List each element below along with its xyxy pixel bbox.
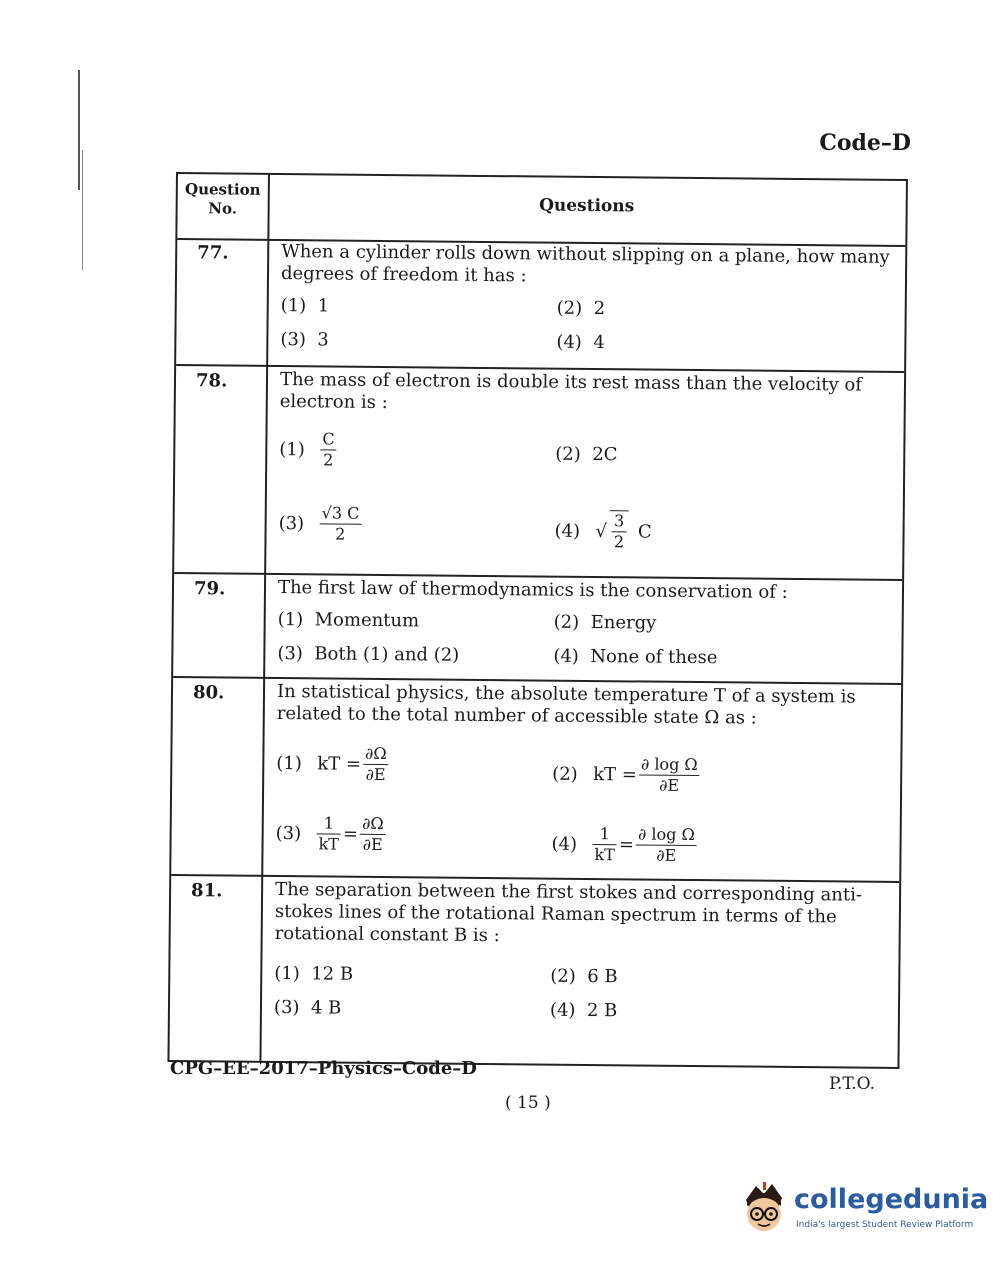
- header-question-label: Question: [185, 180, 261, 199]
- option-2[interactable]: [555, 444, 617, 466]
- header-no-label: No.: [208, 199, 238, 218]
- numerator: C: [320, 429, 336, 450]
- paper-code-label: Code–D: [819, 130, 911, 156]
- questions-header: Questions: [539, 195, 635, 217]
- option-label: (4): [554, 520, 581, 542]
- denominator: kT: [594, 845, 615, 865]
- option-4[interactable]: [550, 1000, 618, 1022]
- question-number: 80.: [192, 682, 225, 704]
- question-table: [167, 172, 908, 1069]
- numerator: ∂ log Ω: [636, 824, 697, 846]
- option-label: (2): [550, 965, 576, 987]
- option-3[interactable]: [280, 329, 329, 350]
- fraction: [612, 511, 627, 552]
- sqrt-sign-icon: √: [595, 520, 608, 542]
- equals-sign: =: [618, 834, 635, 856]
- numerator: 1: [317, 813, 342, 834]
- option-label: (3): [275, 822, 302, 845]
- denominator: kT: [318, 834, 339, 854]
- option-1[interactable]: [274, 963, 353, 985]
- footer-paper-code: CPG–EE–2017–Physics–Code–D: [170, 1058, 477, 1079]
- question-row: [173, 574, 902, 683]
- fraction: [319, 503, 361, 544]
- option-1[interactable]: [279, 429, 337, 471]
- page-number: ( 15 ): [505, 1093, 551, 1113]
- option-value: 4: [593, 332, 605, 354]
- question-text: When a cylinder rolls down without slipping on a plane, how many degrees of freedom it has :: [280, 241, 890, 287]
- fraction: [639, 754, 700, 796]
- option-2[interactable]: [550, 966, 618, 988]
- option-label: (2): [553, 611, 580, 633]
- option-4[interactable]: [556, 332, 605, 353]
- denominator: ∂E: [362, 834, 383, 855]
- binding-edge-mark: [78, 70, 80, 190]
- option-value: 6 B: [587, 965, 618, 988]
- denominator: 2: [335, 524, 346, 544]
- numerator: ∂Ω: [360, 814, 386, 835]
- option-label: (4): [549, 999, 576, 1021]
- sqrt-content: [610, 510, 629, 552]
- fraction: [592, 824, 617, 865]
- footer-pto: P.T.O.: [829, 1074, 875, 1094]
- option-label: (4): [551, 833, 578, 855]
- option-2[interactable]: [554, 612, 657, 634]
- fraction: [316, 813, 341, 854]
- option-label: (1): [274, 962, 300, 985]
- fraction: [636, 824, 697, 866]
- numerator: √3 C: [320, 503, 362, 524]
- question-no-header: [178, 180, 268, 219]
- binding-edge-mark: [82, 150, 83, 270]
- equation-lhs: kT =: [593, 764, 638, 786]
- option-label: (1): [280, 295, 307, 317]
- option-2[interactable]: [552, 754, 700, 796]
- option-label: (3): [278, 513, 305, 535]
- option-label: (4): [556, 331, 582, 353]
- option-value: Both (1) and (2): [314, 643, 460, 666]
- option-2[interactable]: [557, 298, 606, 319]
- option-value: 12 B: [311, 963, 354, 985]
- option-1[interactable]: [276, 743, 389, 785]
- denominator: ∂E: [365, 764, 386, 785]
- option-label: (2): [555, 443, 581, 465]
- option-value: 2: [593, 298, 606, 320]
- option-label: (4): [553, 645, 579, 667]
- option-label: (3): [277, 642, 303, 665]
- option-3[interactable]: [274, 997, 342, 1019]
- option-4[interactable]: [554, 510, 652, 553]
- fraction: [320, 429, 337, 470]
- option-label: (2): [556, 297, 583, 319]
- numerator: ∂ log Ω: [639, 754, 700, 776]
- option-label: (1): [276, 752, 302, 775]
- denominator: ∂E: [659, 775, 680, 795]
- option-label: (1): [277, 608, 304, 631]
- option-4[interactable]: [551, 824, 697, 866]
- denominator: 2: [323, 450, 334, 470]
- option-value: 1: [317, 295, 330, 317]
- equals-sign: =: [342, 823, 359, 845]
- option-label: (3): [273, 996, 300, 1019]
- equation-lhs: kT =: [317, 753, 362, 775]
- logo-wordmark: collegedunia: [794, 1184, 989, 1215]
- question-row: [174, 366, 904, 579]
- option-value: 4 B: [310, 997, 342, 1019]
- option-label: (1): [279, 439, 305, 461]
- option-suffix: C: [637, 520, 652, 543]
- question-text: The separation between the first stokes and corresponding anti-stokes lines of the rotational Raman spectrum in terms of the rotational constant B is :: [274, 878, 863, 947]
- option-1[interactable]: [281, 295, 330, 316]
- collegedunia-watermark: [738, 1180, 989, 1240]
- option-label: (3): [280, 329, 306, 351]
- mascot-icon: [738, 1180, 792, 1236]
- question-number: 81.: [191, 880, 223, 902]
- option-value: 2 B: [586, 999, 618, 1022]
- option-label: (2): [552, 763, 578, 785]
- option-4[interactable]: [553, 646, 717, 669]
- denominator: 2: [613, 532, 625, 552]
- fraction: [363, 744, 389, 785]
- option-value: Energy: [590, 612, 657, 634]
- question-number: 78.: [195, 370, 228, 392]
- question-number: 79.: [193, 578, 226, 600]
- question-text: The first law of thermodynamics is the conservation of :: [277, 576, 788, 603]
- question-text: The mass of electron is double its rest mass than the velocity of electron is :: [279, 369, 863, 414]
- logo-tagline: India's largest Student Review Platform: [796, 1220, 974, 1230]
- option-value: None of these: [590, 645, 718, 669]
- option-3[interactable]: [277, 643, 459, 666]
- fraction: [360, 814, 386, 855]
- numerator: ∂Ω: [363, 744, 389, 765]
- option-1[interactable]: [278, 609, 420, 631]
- table-header: [177, 174, 906, 247]
- option-3[interactable]: [275, 813, 385, 855]
- option-value: 2C: [592, 444, 618, 466]
- numerator: 3: [612, 511, 626, 532]
- question-row: [176, 238, 905, 371]
- option-value: 3: [317, 329, 329, 351]
- question-text: In statistical physics, the absolute temperature T of a system is related to the total number of accessible state Ω as :: [276, 680, 856, 729]
- question-number: 77.: [197, 242, 229, 264]
- question-row: [169, 876, 899, 1067]
- numerator: 1: [593, 824, 618, 845]
- denominator: ∂E: [656, 845, 677, 865]
- question-row: [171, 678, 901, 881]
- option-value: Momentum: [314, 609, 420, 632]
- option-3[interactable]: [278, 503, 361, 545]
